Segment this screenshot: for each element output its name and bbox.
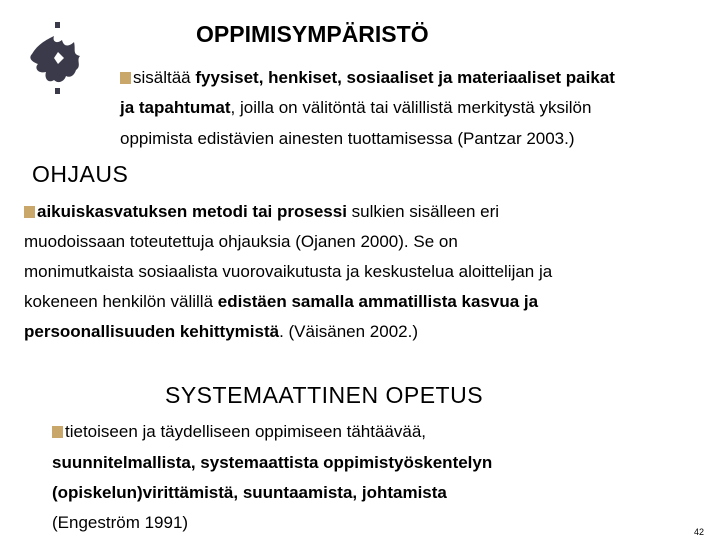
page-title: OPPIMISYMPÄRISTÖ [196,21,429,47]
bullet-icon [24,206,35,218]
page-number: 42 [694,527,705,537]
section2-line-2: muodoissaan toteutettuja ohjauksia (Ojanen 2000). Se on [24,232,458,251]
section1-line-3: oppimista edistävien ainesten tuottamisessa (Pantzar 2003.) [120,129,575,148]
flame-logo-icon [24,22,92,96]
section2-line-1 [24,202,499,222]
section2-line-1-b: sulkien sisälleen eri [346,202,500,221]
bullet-icon [52,426,63,438]
section1-line-2-a: ja tapahtumat [120,98,231,117]
section2-line-1-a: aikuiskasvatuksen metodi tai prosessi [37,202,347,221]
section2-line-5-a: persoonallisuuden kehittymistä [24,322,280,341]
section3-line-1-text: tietoiseen ja täydelliseen oppimiseen tähtäävää, [65,422,427,441]
section1-line-2-b: , joilla on välitöntä tai välillistä merkitystä yksilön [230,98,592,117]
section2-line-3: monimutkaista sosiaalista vuorovaikutusta ja keskustelua aloittelijan ja [24,262,553,281]
section2-line-4 [24,292,538,312]
section1-line-2 [120,98,591,118]
section2-line-4-b: edistäen samalla ammatillista kasvua ja [217,292,539,311]
section3-line-4: (Engeström 1991) [52,513,189,532]
section2-line-5-b: . (Väisänen 2002.) [279,322,418,341]
section1-line-1-a: sisältää [133,68,196,87]
section2-heading: OHJAUS [32,161,129,187]
section3-line-2: suunnitelmallista, systemaattista oppimistyöskentelyn [52,453,493,472]
section1-line-1 [120,68,615,88]
section1-line-1-b: fyysiset, henkiset, sosiaaliset ja materiaaliset paikat [195,68,615,87]
section3-heading: SYSTEMAATTINEN OPETUS [165,382,484,408]
university-logo [24,22,92,96]
section3-line-1 [52,422,426,442]
section2-line-4-a: kokeneen henkilön välillä [24,292,218,311]
bullet-icon [120,72,131,84]
section3-line-3: (opiskelun)virittämistä, suuntaamista, johtamista [52,483,447,502]
section2-line-5 [24,322,418,342]
